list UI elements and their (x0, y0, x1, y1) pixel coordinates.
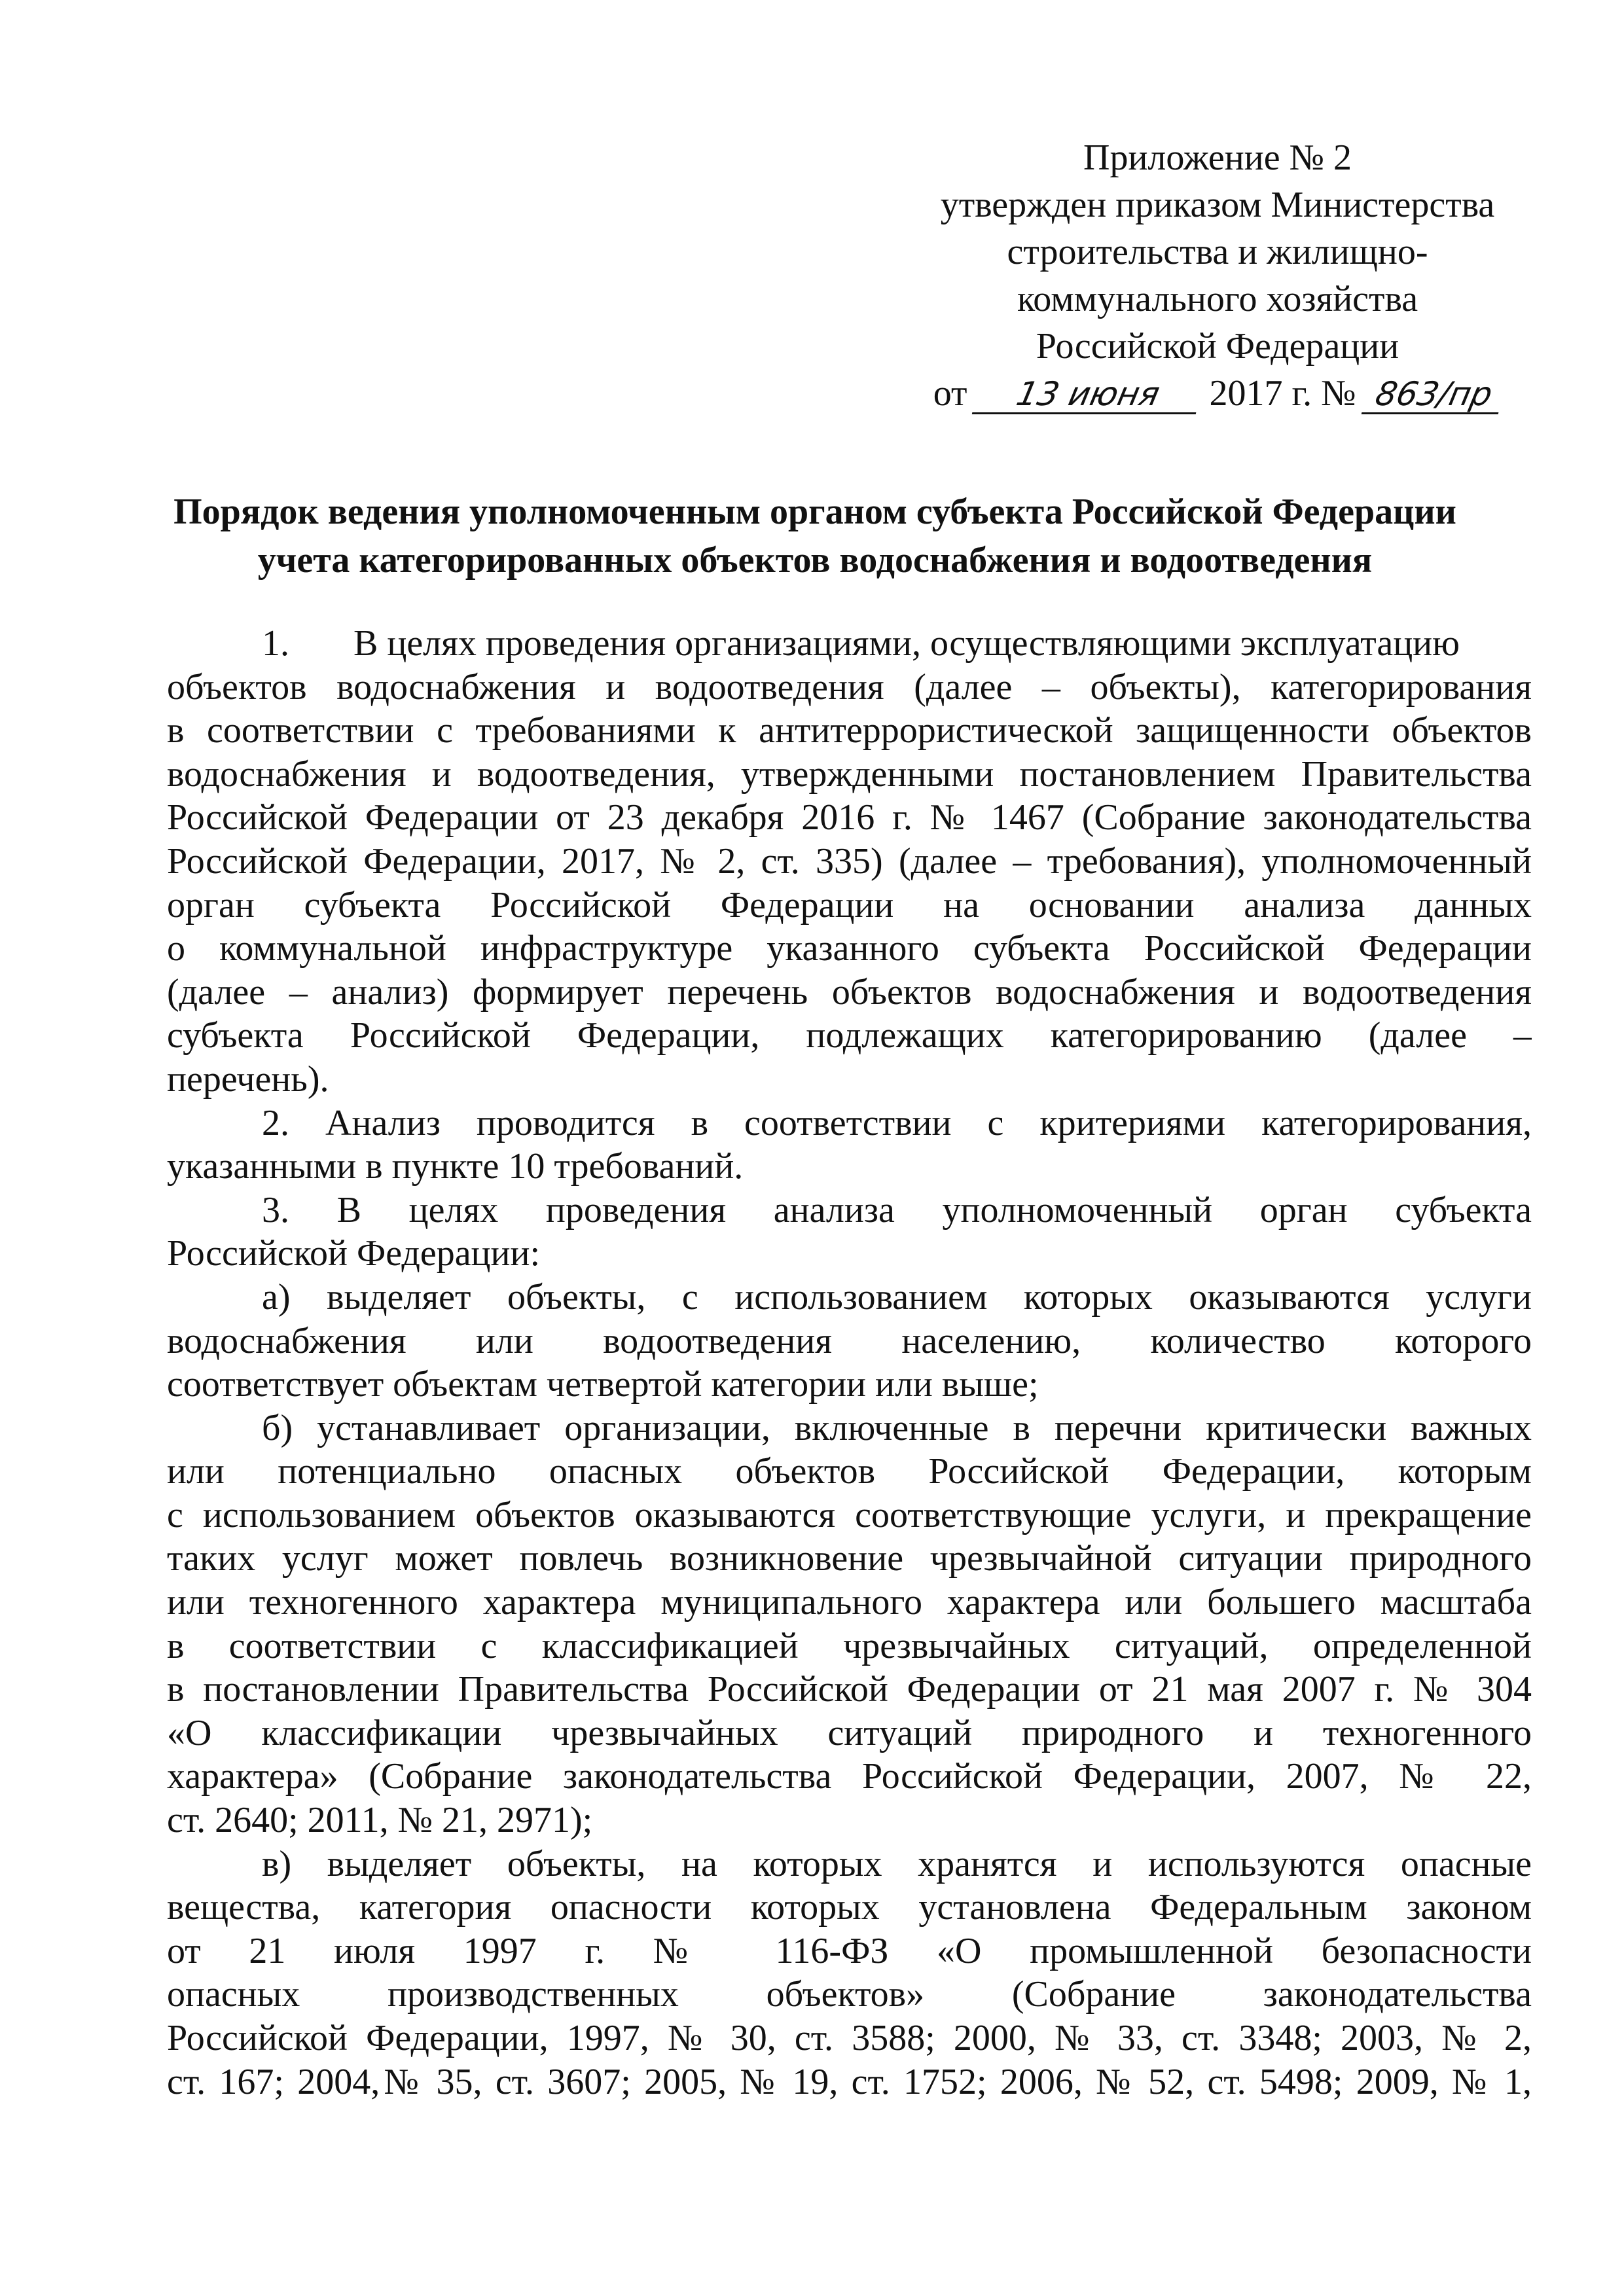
approval-line: Российской Федерации (1036, 326, 1399, 367)
paragraph-1-line: субъекта Российской Федерации, подлежащих категорированию (далее – (167, 1015, 1532, 1056)
subparagraph-v-line: ст. 167; 2004,№ 35, ст. 3607; 2005, № 19, ст. 1752; 2006, № 52, ст. 5498; 2009, № 1, (167, 2061, 1532, 2102)
subparagraph-b-line: с использованием объектов оказываются соответствующие услуги, и прекращение (167, 1494, 1532, 1535)
paragraph-1-line: Российской Федерации, 2017, № 2, ст. 335) (далее – требования), уполномоченный (167, 840, 1532, 882)
document-body (167, 622, 1532, 2104)
subparagraph-v-line: от 21 июля 1997 г. № 116-ФЗ «О промышленной безопасности (167, 1930, 1532, 1971)
paragraph-1-line: орган субъекта Российской Федерации на основании анализа данных (167, 884, 1532, 925)
subparagraph-b-line: ст. 2640; 2011, № 21, 2971); (167, 1800, 593, 1841)
title-line: Порядок ведения уполномоченным органом субъекта Российской Федерации (173, 492, 1456, 532)
paragraph-1-line: перечень). (167, 1058, 329, 1100)
appendix-number: Приложение № 2 (1083, 137, 1352, 178)
paragraph-1-line: о коммунальной инфраструктуре указанного субъекта Российской Федерации (167, 928, 1532, 969)
subparagraph-v-line: Российской Федерации, 1997, № 30, ст. 3588; 2000, № 33, ст. 3348; 2003, № 2, (167, 2018, 1532, 2058)
subparagraph-a-line: а) выделяет объекты, с использованием которых оказываются услуги (262, 1276, 1532, 1318)
document-title (118, 488, 1512, 584)
handwritten-date: 13 июня (972, 376, 1204, 414)
paragraph-2-line: 2. Анализ проводится в соответствии с критериями категорирования, (262, 1102, 1532, 1143)
subparagraph-b-line: или техногенного характера муниципального характера или большего масштаба (167, 1582, 1532, 1623)
subparagraph-a-line: водоснабжения или водоотведения населению, количество которого (167, 1320, 1532, 1361)
paragraph-3-line: Российской Федерации: (167, 1233, 541, 1274)
paragraph-1-line: в соответствии с требованиями к антитеррористической защищенности объектов (167, 710, 1532, 751)
handwritten-order-number: 863/пр (1361, 376, 1506, 414)
subparagraph-v-line: вещества, категория опасности которых установлена Федеральным законом (167, 1887, 1532, 1928)
paragraph-1-number: 1. (262, 623, 289, 664)
order-year: 2017 г. № (1209, 373, 1356, 414)
subparagraph-a-line: соответствует объектам четвертой категории или выше; (167, 1364, 1039, 1405)
subparagraph-b-line: характера» (Собрание законодательства Российской Федерации, 2007, № 22, (167, 1756, 1532, 1797)
paragraph-1-line: Российской Федерации от 23 декабря 2016 г. № 1467 (Собрание законодательства (167, 797, 1532, 838)
subparagraph-b-line: в соответствии с классификацией чрезвычайных ситуаций, определенной (167, 1625, 1532, 1666)
from-label: от (933, 373, 967, 414)
subparagraph-v-line: в) выделяет объекты, на которых хранятся и используются опасные (262, 1843, 1532, 1884)
approval-line: утвержден приказом Министерства (940, 185, 1495, 225)
approval-line: коммунального хозяйства (1017, 279, 1418, 319)
paragraph-1-line: 1. В целях проведения организациями, осуществляющими эксплуатацию (167, 622, 1532, 666)
subparagraph-b-line: таких услуг может повлечь возникновение чрезвычайной ситуации природного (167, 1538, 1532, 1579)
subparagraph-v-line: опасных производственных объектов» (Собрание законодательства (167, 1974, 1532, 2015)
subparagraph-b-line: в постановлении Правительства Российской Федерации от 21 мая 2007 г. № 304 (167, 1669, 1532, 1710)
approval-block (890, 134, 1545, 417)
paragraph-3-line: 3. В целях проведения анализа уполномоченный орган субъекта (262, 1189, 1532, 1230)
paragraph-2-line: указанными в пункте 10 требований. (167, 1146, 744, 1187)
subparagraph-b-line: б) устанавливает организации, включенные в перечни критически важных (262, 1407, 1532, 1448)
paragraph-1-line: (далее – анализ) формирует перечень объектов водоснабжения и водоотведения (167, 971, 1532, 1013)
subparagraph-b-line: «О классификации чрезвычайных ситуаций природного и техногенного (167, 1712, 1532, 1753)
paragraph-1-line: объектов водоснабжения и водоотведения (далее – объекты), категорирования (167, 666, 1532, 708)
approval-line: строительства и жилищно- (1007, 232, 1428, 272)
title-line: учета категорированных объектов водоснабжения и водоотведения (257, 540, 1373, 581)
paragraph-1-line: водоснабжения и водоотведения, утвержденными постановлением Правительства (167, 753, 1532, 795)
subparagraph-b-line: или потенциально опасных объектов Российской Федерации, которым (167, 1451, 1532, 1492)
order-date-line (890, 370, 1545, 417)
